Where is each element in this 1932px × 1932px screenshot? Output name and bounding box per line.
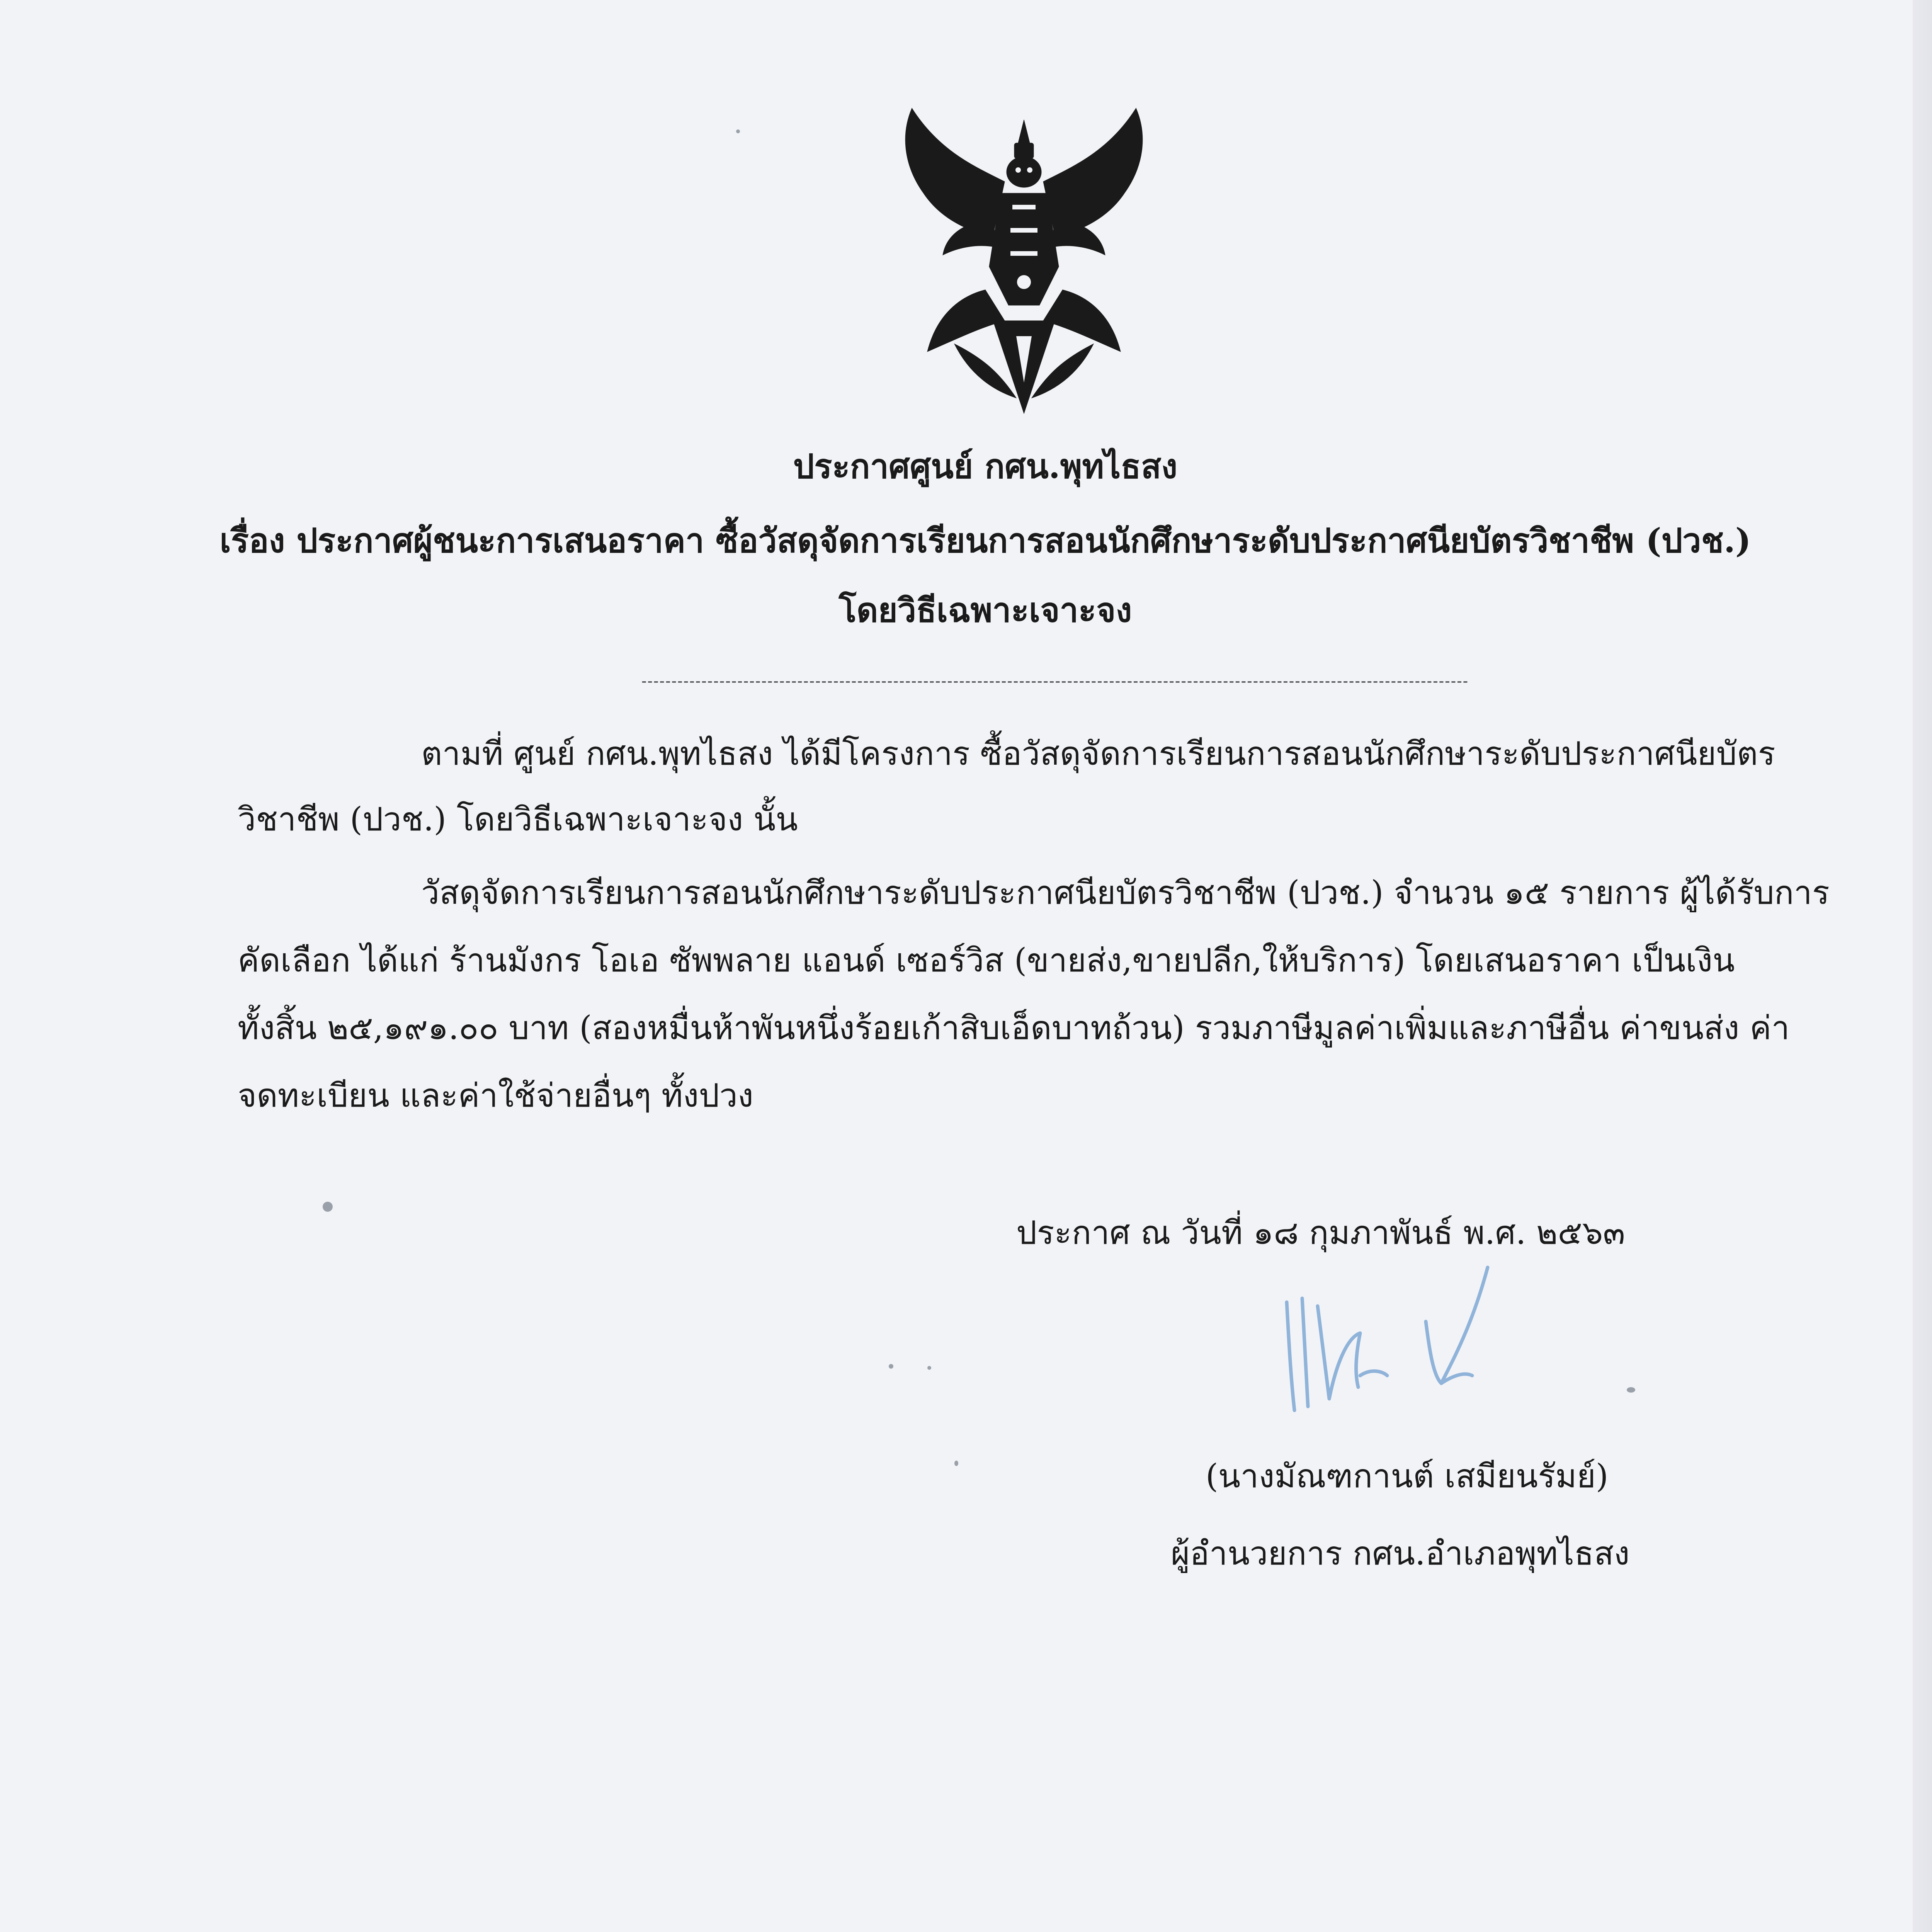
paragraph-1-line-2: วิชาชีพ (ปวช.) โดยวิธีเฉพาะเจาะจง นั้น bbox=[238, 800, 798, 838]
signer-title: ผู้อำนวยการ กศน.อำเภอพุทไธสง bbox=[1171, 1534, 1630, 1572]
procurement-method: โดยวิธีเฉพาะเจาะจง bbox=[838, 591, 1132, 630]
paper-speck bbox=[323, 1202, 333, 1212]
paper-speck bbox=[889, 1364, 893, 1369]
paragraph-2-line-3: ทั้งสิ้น ๒๕,๑๙๑.๐๐ บาท (สองหมื่นห้าพันหนึ่งร้อยเก้าสิบเอ็ดบาทถ้วน) รวมภาษีมูลค่าเพิ่มและภาษีอื่น ค่าขนส่ง ค่า bbox=[238, 1009, 1790, 1047]
paper-speck bbox=[927, 1366, 931, 1370]
announcement-subject: เรื่อง ประกาศผู้ชนะการเสนอราคา ซื้อวัสดุจัดการเรียนการสอนนักศึกษาระดับประกาศนียบัตรวิชาชีพ (ปวช.) bbox=[219, 521, 1751, 560]
signer-name: (นางมัณฑกานต์ เสมียนรัมย์) bbox=[1206, 1457, 1609, 1495]
announcement-date: ประกาศ ณ วันที่ ๑๘ กุมภาพันธ์ พ.ศ. ๒๕๖๓ bbox=[1016, 1214, 1625, 1252]
paragraph-2-line-4: จดทะเบียน และค่าใช้จ่ายอื่นๆ ทั้งปวง bbox=[238, 1077, 753, 1114]
paper-speck bbox=[736, 129, 740, 133]
paper-speck bbox=[1627, 1387, 1635, 1393]
handwritten-signature bbox=[1271, 1260, 1534, 1437]
paragraph-1-line-1: ตามที่ ศูนย์ กศน.พุทไธสง ได้มีโครงการ ซื้อวัสดุจัดการเรียนการสอนนักศึกษาระดับประกาศนียบัตร bbox=[421, 735, 1776, 772]
divider-line: ------------------------------------------------------------------------------------------------------------------------------------------ bbox=[641, 672, 1469, 690]
paragraph-2-line-1: วัสดุจัดการเรียนการสอนนักศึกษาระดับประกาศนียบัตรวิชาชีพ (ปวช.) จำนวน ๑๕ รายการ ผู้ได้รับการ bbox=[421, 874, 1830, 912]
paper-speck bbox=[954, 1461, 958, 1466]
announcement-title: ประกาศศูนย์ กศน.พุทไธสง bbox=[793, 447, 1178, 486]
page-edge-shadow bbox=[1913, 0, 1932, 1932]
paragraph-2-line-2: คัดเลือก ได้แก่ ร้านมังกร โอเอ ซัพพลาย แอนด์ เซอร์วิส (ขายส่ง,ขายปลีก,ให้บริการ) โดยเสนอราคา เป็นเงิน bbox=[238, 941, 1735, 979]
garuda-emblem-icon bbox=[877, 104, 1171, 421]
